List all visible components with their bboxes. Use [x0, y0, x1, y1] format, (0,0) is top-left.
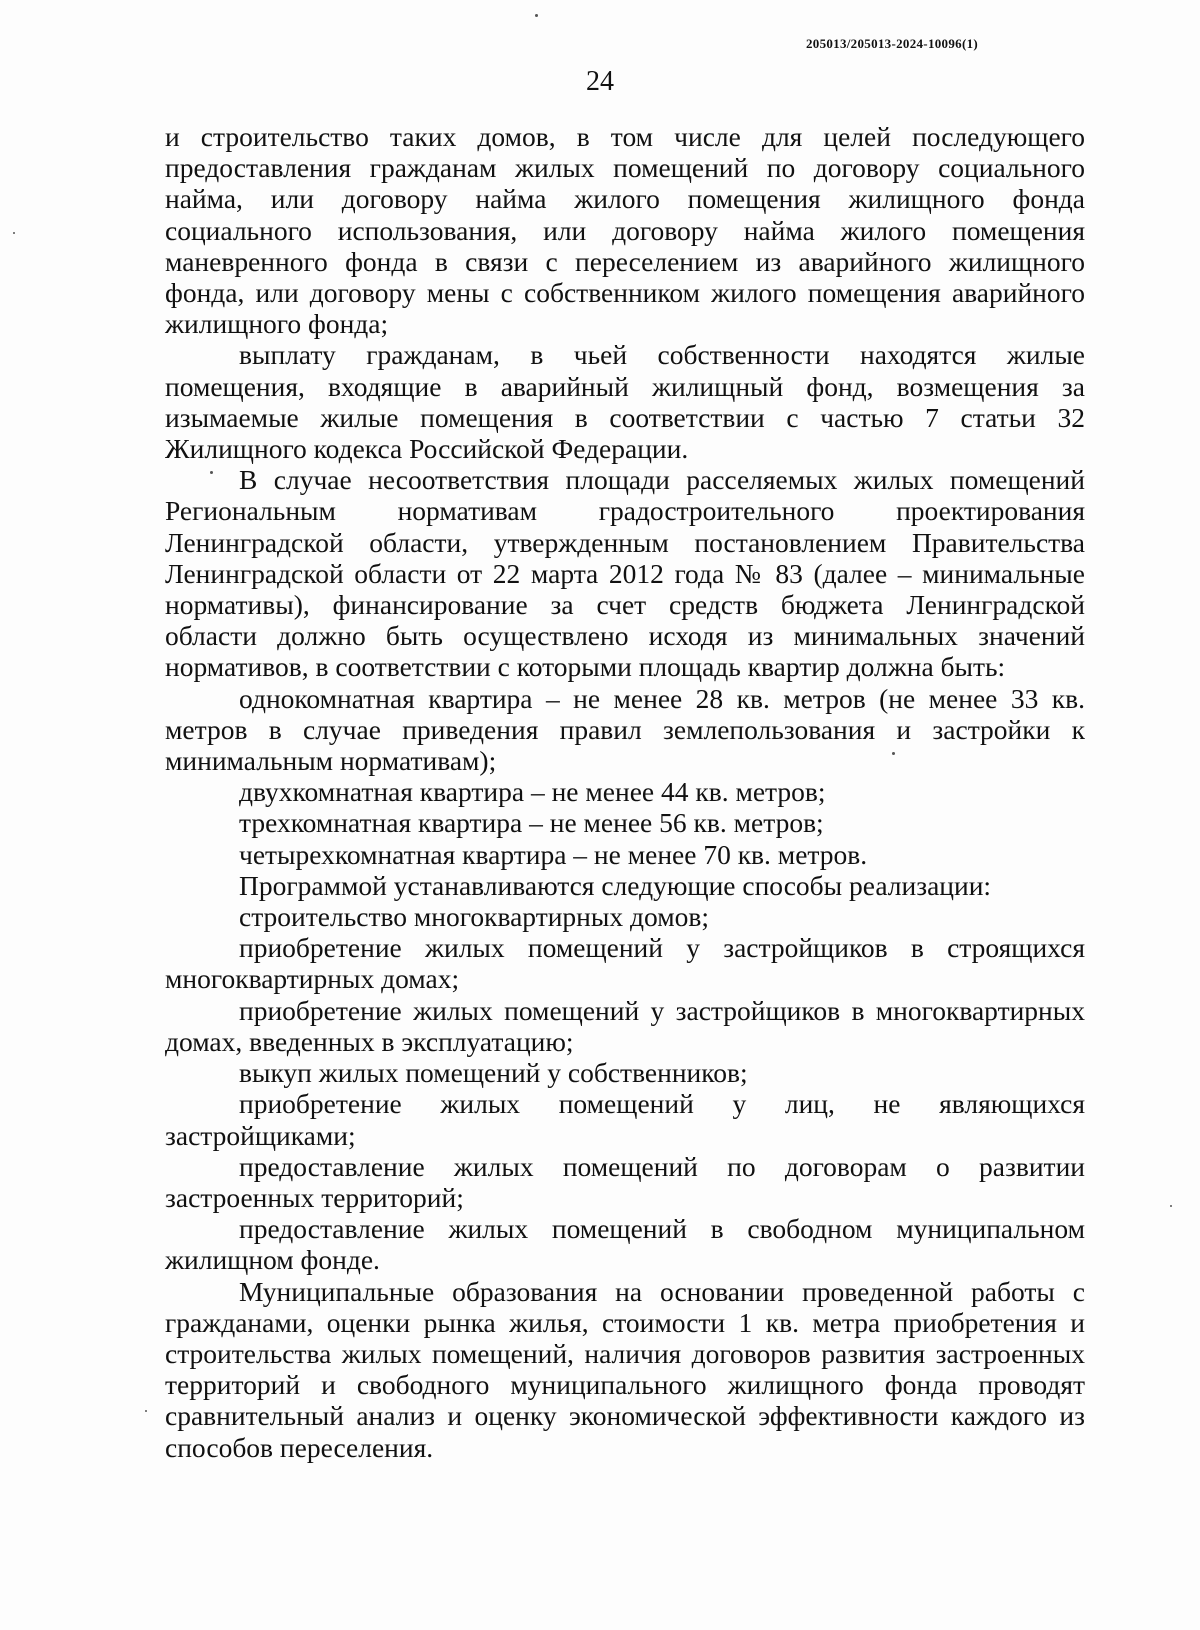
paragraph-13: приобретение жилых помещений у лиц, не являющихся застройщиками;	[165, 1088, 1085, 1151]
scan-speck	[535, 14, 538, 17]
paragraph-8: Программой устанавливаются следующие способы реализации:	[239, 869, 992, 901]
document-body	[165, 121, 1085, 1463]
scan-speck	[145, 1410, 147, 1412]
scan-speck	[1170, 1205, 1172, 1207]
paragraph-6: трехкомнатная квартира – не менее 56 кв. метров;	[239, 807, 824, 839]
scan-speck	[210, 471, 213, 474]
scan-speck	[892, 752, 895, 755]
paragraph-7: четырехкомнатная квартира – не менее 70 кв. метров.	[239, 838, 868, 870]
paragraph-11: приобретение жилых помещений у застройщиков в многоквартирных домах, введенных в эксплуатацию;	[165, 994, 1085, 1057]
page-number: 24	[586, 66, 614, 97]
paragraph-9: строительство многоквартирных домов;	[239, 901, 709, 933]
scan-speck	[13, 232, 15, 234]
paragraph-12: выкуп жилых помещений у собственников;	[239, 1057, 748, 1089]
paragraph-14: предоставление жилых помещений по договорам о развитии застроенных территорий;	[165, 1150, 1085, 1213]
document-id: 205013/205013-2024-10096(1)	[805, 36, 978, 51]
paragraph-5: двухкомнатная квартира – не менее 44 кв. метров;	[239, 776, 826, 808]
paragraph-1: и строительство таких домов, в том числе для целей последующего предоставления гражданам жилых помещений по договору социального найма, или договору найма жилого помещения жилищного фонда социального использования, или договору найма жилого помещения маневренного фонда в связи с переселением из аварийного жилищного фонда, или договору мены с собственником жилого помещения аварийного жилищного фонда;	[165, 121, 1085, 340]
paragraph-4: однокомнатная квартира – не менее 28 кв. метров (не менее 33 кв. метров в случае приведения правил землепользования и застройки к минимальным нормативам);	[165, 682, 1085, 777]
paragraph-10: приобретение жилых помещений у застройщиков в строящихся многоквартирных домах;	[165, 932, 1085, 995]
paragraph-15: предоставление жилых помещений в свободном муниципальном жилищном фонде.	[165, 1213, 1085, 1276]
paragraph-2: выплату гражданам, в чьей собственности находятся жилые помещения, входящие в аварийный жилищный фонд, возмещения за изымаемые жилые помещения в соответствии с частью 7 статьи 32 Жилищного кодекса Российской Федерации.	[165, 339, 1085, 465]
paragraph-16: Муниципальные образования на основании проведенной работы с гражданами, оценки рынка жилья, стоимости 1 кв. метра приобретения и строительства жилых помещений, наличия договоров развития застроенных территорий и свободного муниципального жилищного фонда проводят сравнительный анализ и оценку экономической эффективности каждого из способов переселения.	[165, 1275, 1085, 1463]
paragraph-3: В случае несоответствия площади расселяемых жилых помещений Региональным нормативам градостроительного проектирования Ленинградской области, утвержденным постановлением Правительства Ленинградской области от 22 марта 2012 года № 83 (далее – минимальные нормативы), финансирование за счет средств бюджета Ленинградской области должно быть осуществлено исходя из минимальных значений нормативов, в соответствии с которыми площадь квартир должна быть:	[165, 464, 1085, 683]
